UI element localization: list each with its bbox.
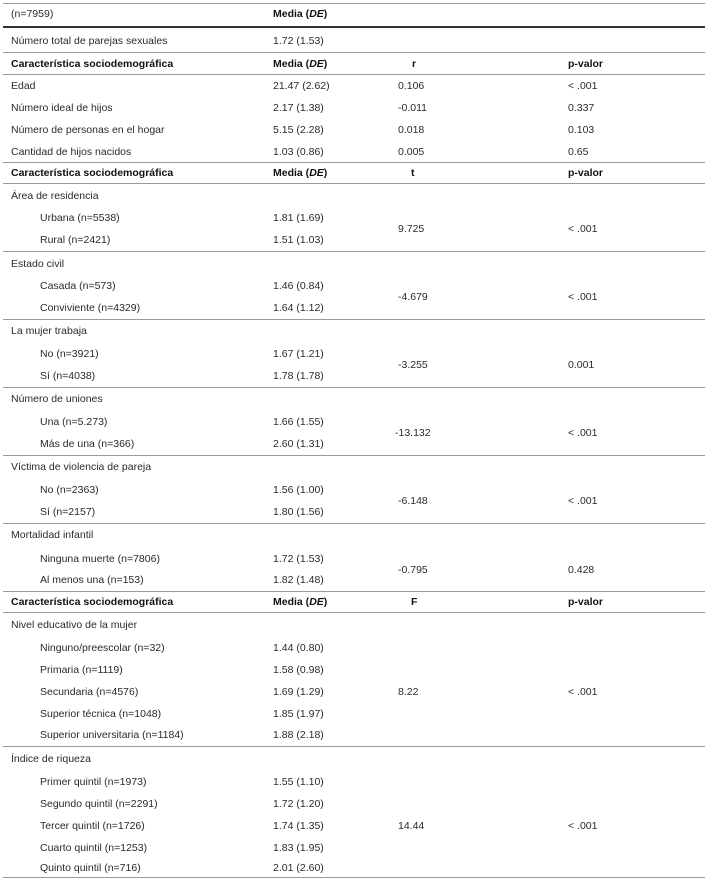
item-label: No (n=3921)	[40, 348, 99, 360]
item-media: 1.88 (2.18)	[273, 729, 324, 741]
rule	[3, 612, 705, 613]
group-stat: -13.132	[395, 427, 431, 439]
rule	[3, 162, 705, 163]
media-word: Media	[273, 8, 303, 20]
item-label: Sí (n=4038)	[40, 370, 96, 382]
rule	[3, 52, 705, 53]
header-p: p-valor	[568, 58, 604, 70]
rule	[3, 251, 705, 252]
item-media: 1.44 (0.80)	[273, 642, 324, 654]
row-label: Número ideal de hijos	[11, 102, 113, 114]
rule	[3, 26, 705, 28]
group-p: < .001	[568, 495, 598, 507]
rule	[3, 746, 705, 747]
group-p: 0.001	[568, 359, 595, 371]
item-label: Superior técnica (n=1048)	[40, 708, 162, 720]
item-label: Tercer quintil (n=1726)	[40, 820, 145, 832]
item-label: Más de una (n=366)	[40, 438, 135, 450]
group-title-text: La mujer trabaja	[11, 325, 87, 337]
header-characteristic: Característica sociodemográfica	[11, 167, 174, 179]
row-stat: 0.018	[398, 124, 425, 136]
item-label: Superior universitaria (n=1184)	[40, 729, 184, 741]
group-stat: 8.22	[398, 686, 419, 698]
item-media: 1.55 (1.10)	[273, 776, 324, 788]
rule	[3, 74, 705, 75]
row-media: 5.15 (2.28)	[273, 124, 324, 136]
row-media: 1.03 (0.86)	[273, 146, 324, 158]
header-t: t	[411, 167, 415, 179]
rule	[3, 387, 705, 388]
row-p: 0.103	[568, 124, 595, 136]
row-label: Cantidad de hijos nacidos	[11, 146, 132, 158]
item-label: Una (n=5.273)	[40, 416, 108, 428]
item-label: Segundo quintil (n=2291)	[40, 798, 158, 810]
group-p: 0.428	[568, 564, 595, 576]
rule	[3, 877, 705, 878]
item-media: 1.72 (1.53)	[273, 553, 324, 565]
header-media-word: Media	[273, 596, 303, 608]
group-stat: -0.795	[398, 564, 428, 576]
group-title-text: Estado civil	[11, 258, 65, 270]
group-p: < .001	[568, 223, 598, 235]
item-media: 1.67 (1.21)	[273, 348, 324, 360]
de-word: DE	[309, 8, 324, 20]
item-label: Secundaria (n=4576)	[40, 686, 139, 698]
row-stat: 0.106	[398, 80, 425, 92]
total-partners-value: 1.72 (1.53)	[273, 35, 324, 47]
row-label: Número de personas en el hogar	[11, 124, 165, 136]
rule	[3, 319, 705, 320]
item-label: Rural (n=2421)	[40, 234, 111, 246]
item-label: Al menos una (n=153)	[40, 574, 144, 586]
group-p: < .001	[568, 686, 598, 698]
item-media: 1.51 (1.03)	[273, 234, 324, 246]
header-media-word: Media	[273, 167, 303, 179]
item-label: Urbana (n=5538)	[40, 212, 120, 224]
group-title-text: Víctima de violencia de pareja	[11, 461, 152, 473]
item-label: Ninguna muerte (n=7806)	[40, 553, 160, 565]
group-title-text: Índice de riqueza	[11, 753, 91, 765]
item-label: Conviviente (n=4329)	[40, 302, 141, 314]
group-p: < .001	[568, 291, 598, 303]
item-media: 1.64 (1.12)	[273, 302, 324, 314]
row-stat: 0.005	[398, 146, 425, 158]
item-label: Primer quintil (n=1973)	[40, 776, 147, 788]
header-r: r	[412, 58, 417, 70]
item-media: 1.74 (1.35)	[273, 820, 324, 832]
rule	[3, 455, 705, 456]
group-stat: -6.148	[398, 495, 428, 507]
header-media: Media (DE)	[273, 167, 328, 179]
item-label: Casada (n=573)	[40, 280, 116, 292]
header-de-word: DE	[309, 596, 324, 608]
row-p: 0.65	[568, 146, 589, 158]
row-p: < .001	[568, 80, 598, 92]
group-title-text: Número de uniones	[11, 393, 103, 405]
group-title-text: Área de residencia	[11, 190, 99, 202]
item-media: 1.82 (1.48)	[273, 574, 324, 586]
header-characteristic: Característica sociodemográfica	[11, 596, 174, 608]
sample-size-label: (n=7959)	[11, 8, 54, 20]
media-header: Media (DE)	[273, 8, 328, 20]
row-stat: -0.011	[398, 102, 427, 114]
item-media: 1.69 (1.29)	[273, 686, 324, 698]
rule	[3, 183, 705, 184]
item-media: 2.60 (1.31)	[273, 438, 324, 450]
group-p: < .001	[568, 427, 598, 439]
group-stat: 14.44	[398, 820, 425, 832]
rule	[3, 591, 705, 592]
item-media: 1.56 (1.00)	[273, 484, 324, 496]
item-media: 1.81 (1.69)	[273, 212, 324, 224]
row-label: Edad	[11, 80, 36, 92]
group-stat: 9.725	[398, 223, 425, 235]
total-partners-label: Número total de parejas sexuales	[11, 35, 168, 47]
header-media: Media (DE)	[273, 58, 328, 70]
item-label: Sí (n=2157)	[40, 506, 96, 518]
item-label: Cuarto quintil (n=1253)	[40, 842, 148, 854]
header-characteristic: Característica sociodemográfica	[11, 58, 174, 70]
item-label: Quinto quintil (n=716)	[40, 862, 141, 874]
item-label: No (n=2363)	[40, 484, 99, 496]
row-media: 21.47 (2.62)	[273, 80, 330, 92]
header-de-word: DE	[309, 58, 324, 70]
header-media: Media (DE)	[273, 596, 328, 608]
item-label: Primaria (n=1119)	[40, 664, 123, 676]
group-title-text: Nivel educativo de la mujer	[11, 619, 138, 631]
item-label: Ninguno/preescolar (n=32)	[40, 642, 165, 654]
row-p: 0.337	[568, 102, 595, 114]
header-p: p-valor	[568, 596, 604, 608]
header-f: F	[411, 596, 418, 608]
header-de-word: DE	[309, 167, 324, 179]
item-media: 2.01 (2.60)	[273, 862, 324, 874]
item-media: 1.58 (0.98)	[273, 664, 324, 676]
group-stat: -3.255	[398, 359, 428, 371]
header-p: p-valor	[568, 167, 604, 179]
rule	[3, 3, 705, 4]
item-media: 1.85 (1.97)	[273, 708, 324, 720]
group-title-text: Mortalidad infantil	[11, 529, 94, 541]
item-media: 1.80 (1.56)	[273, 506, 324, 518]
group-stat: -4.679	[398, 291, 428, 303]
item-media: 1.46 (0.84)	[273, 280, 324, 292]
item-media: 1.78 (1.78)	[273, 370, 324, 382]
item-media: 1.72 (1.20)	[273, 798, 324, 810]
rule	[3, 523, 705, 524]
header-media-word: Media	[273, 58, 303, 70]
item-media: 1.66 (1.55)	[273, 416, 324, 428]
group-p: < .001	[568, 820, 598, 832]
row-media: 2.17 (1.38)	[273, 102, 324, 114]
item-media: 1.83 (1.95)	[273, 842, 324, 854]
